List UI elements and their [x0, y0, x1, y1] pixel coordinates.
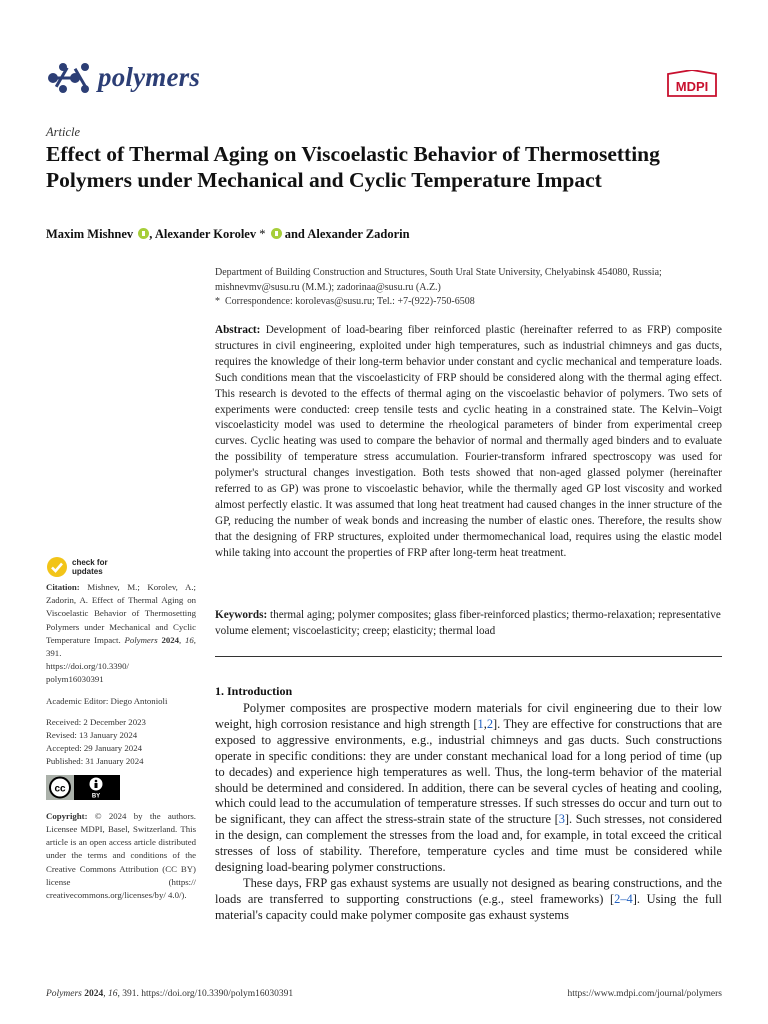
published-date: Published: 31 January 2024 [46, 756, 144, 767]
orcid-icon[interactable] [271, 228, 282, 239]
abstract-label: Abstract: [215, 324, 261, 336]
citation-link[interactable]: 3 [558, 812, 565, 827]
footer-doi[interactable]: , 391. https://doi.org/10.3390/polym16030391 [117, 989, 294, 999]
correspondence-line [215, 295, 725, 310]
author-emails[interactable]: mishnevmv@susu.ru (M.M.); zadorinaa@susu.ru (A.Z.) [215, 281, 441, 293]
mdpi-logo-icon [664, 70, 720, 100]
cc-by-license-icon[interactable] [46, 775, 120, 800]
check-label-1: check for [72, 558, 108, 567]
abstract [215, 323, 722, 562]
polymers-logo-icon [46, 58, 92, 98]
footer-year: 2024 [84, 989, 104, 999]
publisher-name: MDPI [675, 79, 709, 94]
citation-link[interactable]: 1 [477, 716, 484, 731]
sidebar-metadata [46, 555, 196, 902]
copyright-label: Copyright: [46, 810, 88, 821]
citation-link[interactable]: 2–4 [614, 891, 633, 906]
journal-name: polymers [98, 62, 201, 92]
affiliation-block [215, 266, 725, 310]
author-2[interactable]: Alexander Korolev [154, 227, 257, 241]
keywords [215, 608, 722, 640]
citation-volume: 16 [184, 634, 194, 645]
footer-journal: Polymers [46, 989, 82, 999]
paragraph: Polymer composites are prospective modern materials for civil engineering due to their low weight, high corrosion resistance and high strength [1,2]. They are effective for constructions that are exposed to aggressive environments, e.g., industrial chimneys and gas ducts. Such constructions operate in specific conditions: they are under constant mechanical load for a long period of time (up to decades) and experience high temperatures as well. Thus, the long-term behavior of the material should be determined and considered. In addition, there can be several cycles of heating and cooling, which could lead to the accumulation of temperature stresses. If such stresses do occur and turn out to be significant, they can affect the stress-strain state of the structure [3]. Such stresses, not considered in the design, can complement the stresses from the load and, for example, in total exceed the critical stresses of loss of stability. Therefore, temperature cycles and time must be considered while designing load-bearing polymer constructions. [215, 701, 722, 875]
accepted-date: Accepted: 29 January 2024 [46, 743, 143, 754]
affiliation-line: Department of Building Construction and Structures, South Ural State University, Chelyabinsk 454080, Russia; [215, 267, 662, 278]
citation-link[interactable]: 2 [486, 716, 494, 731]
cc-by-label: BY [91, 793, 101, 800]
citation-journal: Polymers [124, 634, 158, 645]
citation-doi-cont[interactable]: polym16030391 [46, 674, 104, 685]
journal-header [46, 58, 722, 102]
keywords-text: thermal aging; polymer composites; glass fiber-reinforced plastics; thermo-relaxation; representative volume element; viscoelasticity; creep; elasticity; thermal load [215, 609, 721, 637]
abstract-text: Development of load-bearing fiber reinforced plastic (hereinafter referred to as FRP) composite structures in civil engineering, exploited under high temperatures, such as industrial chimneys and gas ducts, requires the knowledge of their long-term behavior under constant and cyclic mechanical and temperature loads. Such conditions mean that the viscoelasticity of FRP should be considered along with the thermal aging effect. This research is devoted to the effects of thermal aging on the viscoelastic behavior of polymers. Two sets of experiments were conducted: creep tensile tests and cyclic heating in a constrained state. The Kelvin–Voigt viscoelasticity model was used to determine the rheological parameters of binder from experimental creep curves. Cyclic heating was used to compare the behavior of normal and thermally aged binders and to evaluate the possibility of temperature stress accumulation. Fourier-transform infrared spectroscopy was used for polymer's structural changes investigation. Both tests showed that non-aged glassed polymer (hereinafter referred to as GP) was prone to viscoelastic behavior, while the thermally aged GP lost viscosity and worked almost perfectly elastic. It was assumed that long heat treatment had caused changes in the inner structure of the GP, reducing the number of weak bonds and increasing the number of elastic ones. Therefore, the results show that the designing of FRP structures, exploited under thermomechanical load, requires using the elastic model while taking into account the properties of FRP after long-term heat treatment. [215, 324, 723, 559]
article-type: Article [46, 125, 81, 139]
section-divider [215, 656, 722, 657]
revised-date: Revised: 13 January 2024 [46, 730, 138, 741]
svg-text:cc: cc [54, 783, 66, 795]
article-title: Effect of Thermal Aging on Viscoelastic Behavior of Thermosetting Polymers under Mechanical and Cyclic Temperature Impact [46, 142, 660, 192]
author-separator: , [149, 227, 155, 241]
introduction-body [215, 701, 722, 924]
received-date: Received: 2 December 2023 [46, 716, 146, 727]
check-for-updates-icon [46, 556, 68, 578]
corresponding-marker: * [256, 227, 266, 241]
copyright [46, 810, 196, 902]
paragraph: These days, FRP gas exhaust systems are usually not designed as bearing constructions, and the loads are transferred to supporting constructions (e.g., steel frameworks) [2–4]. Using the full material's capacity could make polymer composite gas exhaust systems [215, 875, 722, 922]
citation-year: 2024 [161, 634, 180, 645]
academic-editor: Academic Editor: Diego Antonioli [46, 695, 168, 706]
author-list [46, 227, 410, 242]
check-for-updates-button[interactable] [46, 555, 196, 579]
footer-citation: Polymers 2024, 16, 391. https://doi.org/10.3390/polym16030391 [46, 989, 294, 999]
citation: Citation: Mishnev, M.; Korolev, A.; Zadorin, A. Effect of Thermal Aging on Viscoelastic Behavior of Thermosetting Polymers under Mechanical and Cyclic Temperature Impact. Polymers 2024, 16, 391. https://doi.org/10.3390/ polym16030391 [46, 581, 196, 687]
citation-pages: , 391. [46, 634, 196, 659]
section-heading: 1. Introduction [215, 684, 293, 698]
correspondence-marker: * [215, 296, 220, 307]
footer-volume: 16 [108, 989, 118, 999]
author-1[interactable]: Maxim Mishnev [46, 227, 134, 241]
orcid-icon[interactable] [138, 228, 149, 239]
author-separator: and [281, 227, 308, 241]
citation-doi[interactable]: https://doi.org/10.3390/ [46, 661, 129, 672]
author-3[interactable]: Alexander Zadorin [307, 227, 410, 241]
keywords-label: Keywords: [215, 609, 268, 621]
copyright-text: © 2024 by the authors. Licensee MDPI, Basel, Switzerland. This article is an open access article distributed under the terms and conditions of the Creative Commons Attribution (CC BY) license (https:// creativecommons.org/licenses/by/ 4.0/). [46, 810, 196, 901]
check-label-2: updates [72, 567, 103, 576]
correspondence-text[interactable]: Correspondence: korolevas@susu.ru; Tel.: +7-(922)-750-6508 [225, 296, 475, 307]
footer-journal-url[interactable]: https://www.mdpi.com/journal/polymers [567, 989, 722, 999]
citation-label: Citation: [46, 582, 80, 592]
citation-text: Mishnev, M.; Korolev, A.; Zadorin, A. Effect of Thermal Aging on Viscoelastic Behavior of Thermosetting Polymers under Mechanical and Cyclic Temperature Impact. [46, 582, 196, 645]
